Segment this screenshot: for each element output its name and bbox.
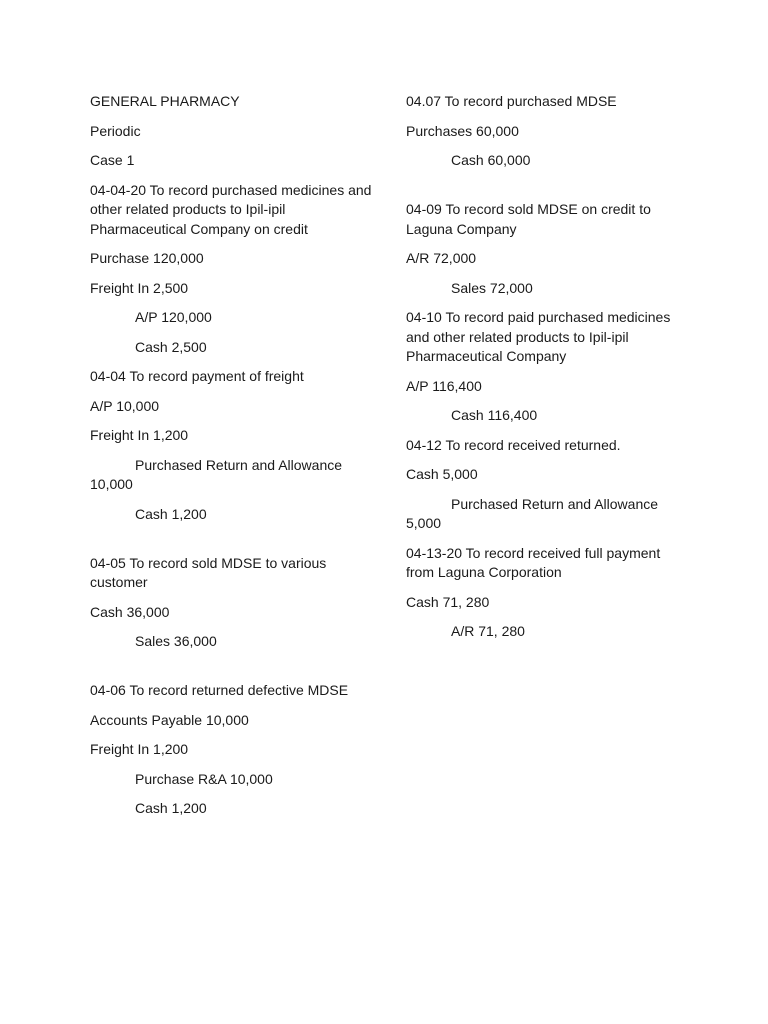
- journal-text-line: 04-05 To record sold MDSE to various customer: [90, 554, 327, 590]
- journal-text-line: Purchases 60,000: [406, 122, 519, 139]
- journal-text-line: Purchase 120,000: [90, 250, 204, 266]
- credit-entry-line: A/P 120,000: [135, 309, 212, 325]
- journal-text-line: Periodic: [90, 122, 141, 139]
- journal-text-line: 04-06 To record returned defective MDSE: [90, 682, 349, 698]
- journal-text-line: 04-09 To record sold MDSE on credit to Laguna Company: [406, 201, 651, 237]
- journal-text-line: Cash 5,000: [406, 466, 478, 482]
- journal-text-line: Accounts Payable 10,000: [90, 711, 249, 728]
- credit-entry-line: Purchased Return and Allowance 5,000: [406, 495, 659, 531]
- credit-entry-line: A/R 71, 280: [451, 623, 525, 639]
- credit-entry-line: Purchase R&A 10,000: [135, 770, 273, 787]
- journal-text-line: Case 1: [90, 152, 135, 168]
- journal-text-line: A/P 10,000: [90, 397, 160, 414]
- journal-text-line: A/R 72,000: [406, 250, 477, 266]
- journal-text-line: 04-04 To record payment of freight: [90, 368, 304, 384]
- journal-text-line: GENERAL PHARMACY: [90, 93, 240, 109]
- credit-entry-line: Cash 116,400: [451, 407, 538, 423]
- journal-text-line: 04-10 To record paid purchased medicines and other related products to Ipil-ipil Pharmaceutical Company: [406, 309, 671, 364]
- journal-text-line: Freight In 2,500: [90, 279, 189, 296]
- credit-entry-line: Cash 60,000: [451, 152, 531, 168]
- credit-entry-line: Cash 2,500: [135, 338, 207, 355]
- journal-text-line: 04-12 To record received returned.: [406, 436, 621, 453]
- journal-text-line: Cash 71, 280: [406, 593, 490, 610]
- journal-text-line: Freight In 1,200: [90, 741, 189, 757]
- journal-text-line: A/P 116,400: [406, 377, 482, 394]
- credit-entry-line: Sales 36,000: [135, 633, 217, 649]
- journal-text-line: Freight In 1,200: [90, 427, 189, 443]
- credit-entry-line: Sales 72,000: [451, 279, 533, 296]
- credit-entry-line: Purchased Return and Allowance 10,000: [90, 456, 343, 492]
- credit-entry-line: Cash 1,200: [135, 800, 207, 816]
- blank-line: [90, 534, 372, 554]
- credit-entry-line: Cash 1,200: [135, 505, 207, 522]
- journal-text-line: Cash 36,000: [90, 603, 170, 620]
- left-column: [90, 92, 372, 829]
- journal-text-line: 04-04-20 To record purchased medicines and other related products to Ipil-ipil Pharmaceutical Company on credit: [90, 181, 372, 237]
- blank-line: [90, 662, 372, 682]
- blank-line: [406, 181, 688, 201]
- right-column: [406, 92, 688, 652]
- journal-text-line: 04-13-20 To record received full payment from Laguna Corporation: [406, 544, 661, 580]
- journal-text-line: 04.07 To record purchased MDSE: [406, 93, 617, 109]
